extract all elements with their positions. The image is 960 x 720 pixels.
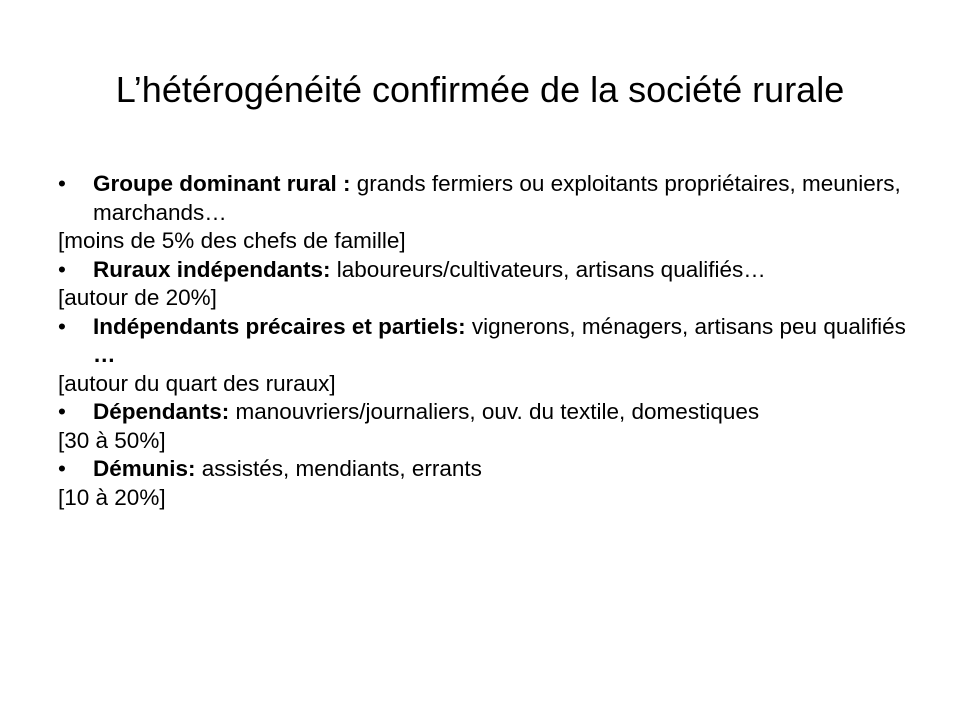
bullet-note: [moins de 5% des chefs de famille] — [58, 228, 406, 253]
bullet-note: [autour de 20%] — [58, 285, 217, 310]
bullet-label: Indépendants précaires et partiels: — [93, 313, 466, 339]
bullet-note: [autour du quart des ruraux] — [58, 370, 336, 396]
bullet-item-groupe-dominant — [58, 170, 928, 227]
bullet-text: manouvriers/journaliers, ouv. du textile, domestiques — [229, 399, 760, 424]
bullet-label: Démunis: — [93, 456, 196, 481]
bullet-item-dependants — [58, 398, 928, 427]
bullet-icon: • — [58, 399, 66, 424]
bullet-icon: • — [58, 456, 66, 481]
bullet-note: [30 à 50%] — [58, 427, 166, 453]
bullet-text: grands fermiers ou exploitants propriétaires, meuniers, marchands… — [93, 171, 901, 225]
slide-title: L’hétérogénéité confirmée de la société rurale — [115, 69, 845, 110]
bullet-ellipsis: … — [93, 342, 116, 367]
bullet-item-ruraux-independants — [58, 256, 928, 285]
bullet-text: laboureurs/cultivateurs, artisans qualifiés… — [330, 256, 766, 282]
slide-body — [58, 170, 928, 512]
bullet-label: Ruraux indépendants: — [93, 256, 331, 282]
bullet-text: assistés, mendiants, errants — [195, 456, 482, 481]
bullet-label: Groupe dominant rural : — [93, 171, 351, 196]
bullet-icon: • — [58, 256, 66, 282]
bullet-icon: • — [58, 171, 66, 196]
bullet-item-demunis — [58, 455, 928, 484]
bullet-note: [10 à 20%] — [58, 484, 166, 510]
bullet-item-independants-precaires — [58, 313, 928, 370]
bullet-icon: • — [58, 313, 66, 339]
bullet-text: vignerons, ménagers, artisans peu qualifiés — [465, 313, 906, 339]
bullet-label: Dépendants: — [93, 399, 230, 424]
